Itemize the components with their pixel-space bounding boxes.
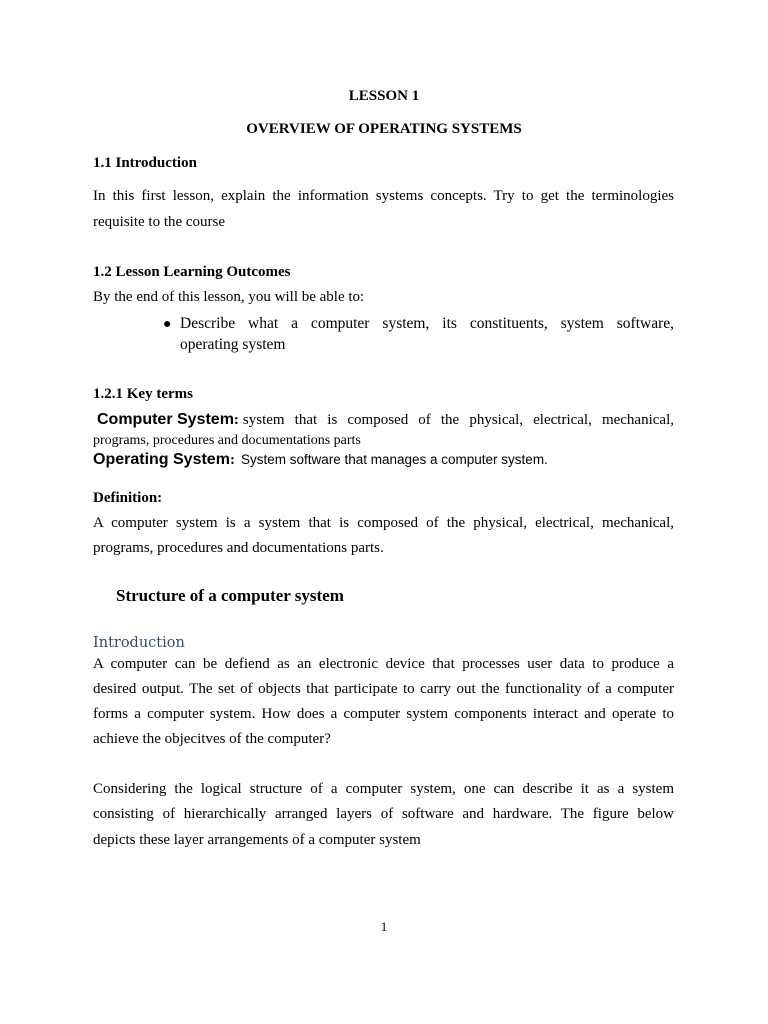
structure-p1-line-3: forms a computer system. How does a computer system components interact and operate to: [93, 706, 674, 722]
key-term-computer-system: [97, 411, 674, 429]
key-term-operating-system: [93, 451, 548, 469]
page-number: 1: [380, 919, 388, 934]
definition-line-2: programs, procedures and documentations parts.: [93, 540, 384, 556]
lesson-label: LESSON 1: [348, 88, 420, 104]
term-operating-system-definition: System software that manages a computer system.: [240, 452, 548, 467]
term-computer-system-definition-cont: programs, procedures and documentations parts: [93, 433, 361, 448]
section-1-1-line-2: requisite to the course: [93, 214, 226, 230]
structure-p2-line-1: Considering the logical structure of a computer system, one can describe it as a system: [93, 781, 674, 797]
structure-p2-line-3: depicts these layer arrangements of a computer system: [93, 832, 421, 848]
term-computer-system-definition: system that is composed of the physical, electrical, mechanical,: [242, 412, 674, 428]
bullet-line-2: operating system: [180, 336, 286, 353]
term-colon: :: [229, 452, 235, 468]
section-1-1-line-1: In this first lesson, explain the information systems concepts. Try to get the terminologies: [93, 188, 674, 204]
lesson-title: OVERVIEW OF OPERATING SYSTEMS: [246, 121, 522, 137]
structure-p1-line-4: achieve the objecitves of the computer?: [93, 731, 331, 747]
section-1-2-1-heading: 1.2.1 Key terms: [93, 386, 193, 402]
term-computer-system: Computer System: [97, 411, 234, 428]
structure-p1-line-2: desired output. The set of objects that participate to carry out the functionality of a computer: [93, 681, 674, 697]
section-1-1-heading: 1.1 Introduction: [93, 155, 197, 171]
bullet-line-1: Describe what a computer system, its constituents, system software,: [180, 315, 674, 332]
bullet-icon: ●: [163, 317, 172, 332]
section-1-2-heading: 1.2 Lesson Learning Outcomes: [93, 264, 291, 280]
section-1-2-lead: By the end of this lesson, you will be able to:: [93, 289, 365, 305]
structure-heading: Structure of a computer system: [116, 586, 344, 605]
structure-p2-line-2: consisting of hierarchically arranged layers of software and hardware. The figure below: [93, 806, 674, 822]
introduction-heading: Introduction: [93, 635, 185, 651]
definition-line-1: A computer system is a system that is composed of the physical, electrical, mechanical,: [93, 515, 674, 531]
term-colon: :: [233, 412, 239, 428]
term-operating-system: Operating System: [93, 451, 230, 468]
structure-p1-line-1: A computer can be defiend as an electronic device that processes user data to produce a: [93, 656, 674, 672]
definition-heading: Definition:: [93, 490, 163, 506]
